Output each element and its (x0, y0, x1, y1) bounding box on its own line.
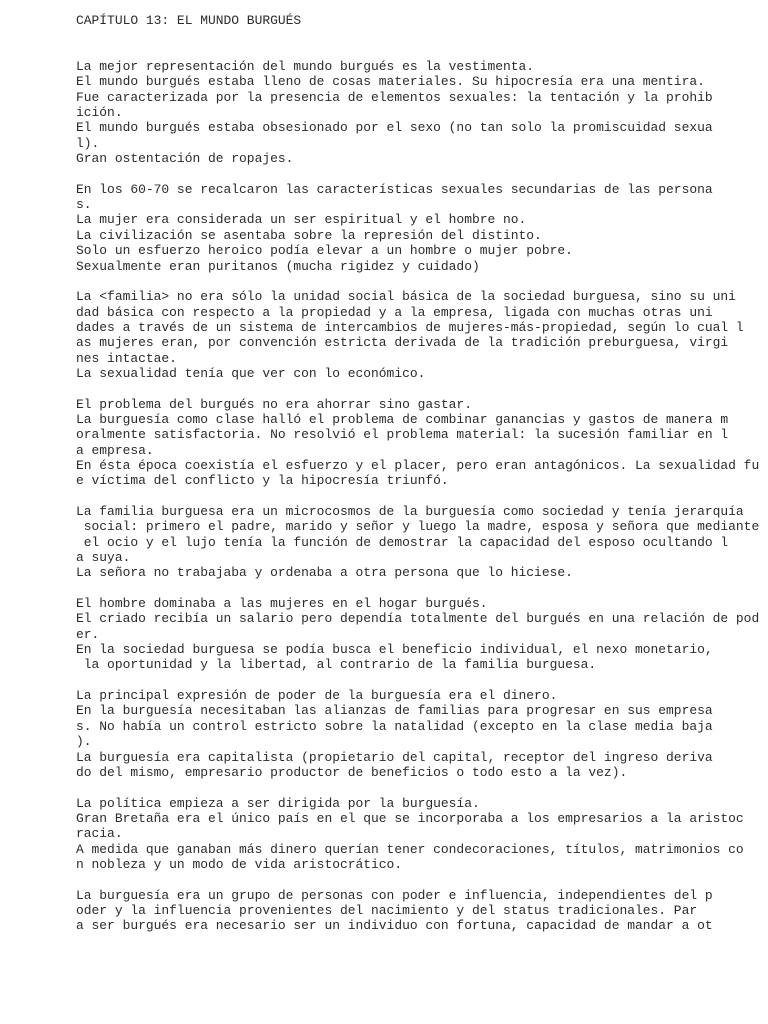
text-line: nes intactae. (76, 350, 177, 366)
text-line: el ocio y el lujo tenía la función de demostrar la capacidad del esposo ocultando l (76, 534, 729, 550)
text-line (76, 274, 759, 289)
text-line: A medida que ganaban más dinero querían tener condecoraciones, títulos, matrimonios co (76, 841, 744, 857)
text-line: La política empieza a ser dirigida por la burguesía. (76, 795, 480, 811)
text-line (76, 489, 759, 504)
text-line: La señora no trabajaba y ordenaba a otra persona que lo hiciese. (76, 565, 573, 581)
text-line: a empresa. (76, 442, 154, 458)
text-line: En la sociedad burguesa se podía busca el beneficio individual, el nexo monetario, (76, 642, 713, 658)
text-line: n nobleza y un modo de vida aristocrático. (76, 856, 403, 872)
text-line: La burguesía era un grupo de personas con poder e influencia, independientes del p (76, 887, 713, 903)
text-line: La sexualidad tenía que ver con lo económico. (76, 365, 426, 381)
text-line: racia. (76, 826, 123, 842)
text-line: El hombre dominaba a las mujeres en el hogar burgués. (76, 596, 488, 612)
text-line: er. (76, 626, 100, 642)
text-line: dades a través de un sistema de intercambios de mujeres-más-propiedad, según lo cual l (76, 319, 744, 335)
document-text (76, 13, 759, 934)
text-line: do del mismo, empresario productor de beneficios o todo esto a la vez). (76, 764, 628, 780)
text-line (76, 673, 759, 688)
text-line: Gran ostentación de ropajes. (76, 151, 294, 167)
text-line: social: primero el padre, marido y señor y luego la madre, esposa y señora que mediante (76, 519, 760, 535)
text-line: ). (76, 734, 92, 750)
chapter-title: CAPÍTULO 13: EL MUNDO BURGUÉS (76, 13, 302, 28)
text-line: Solo un esfuerzo heroico podía elevar a un hombre o mujer pobre. (76, 243, 573, 259)
text-line (76, 780, 759, 795)
text-line: La <familia> no era sólo la unidad social básica de la sociedad burguesa, sino su uni (76, 289, 736, 305)
text-line: dad básica con respecto a la propiedad y a la empresa, ligada con muchas otras uni (76, 304, 713, 320)
text-line: El problema del burgués no era ahorrar sino gastar. (76, 396, 472, 412)
text-line (76, 872, 759, 887)
text-line: La burguesía era capitalista (propietario del capital, receptor del ingreso deriva (76, 749, 713, 765)
text-line: Fue caracterizada por la presencia de elementos sexuales: la tentación y la prohib (76, 89, 713, 105)
text-line: l). (76, 135, 100, 151)
text-line: Sexualmente eran puritanos (mucha rigidez y cuidado) (76, 258, 480, 274)
text-line: En los 60-70 se recalcaron las características sexuales secundarias de las persona (76, 181, 713, 197)
text-line: ición. (76, 105, 123, 121)
text-line (76, 381, 759, 396)
text-line: La burguesía como clase halló el problema de combinar ganancias y gastos de manera m (76, 411, 729, 427)
text-line: oralmente satisfactoria. No resolvió el problema material: la sucesión familiar en l (76, 427, 729, 443)
text-line: La civilización se asentaba sobre la represión del distinto. (76, 227, 542, 243)
text-line: La principal expresión de poder de la burguesía era el dinero. (76, 688, 558, 704)
text-line: La mejor representación del mundo burgués es la vestimenta. (76, 59, 535, 75)
text-line: as mujeres eran, por convención estricta derivada de la tradición preburguesa, virgi (76, 335, 729, 351)
text-line (76, 581, 759, 596)
text-line: En la burguesía necesitaban las alianzas de familias para progresar en sus empresa (76, 703, 713, 719)
text-line: e víctima del conflicto y la hipocresía triunfó. (76, 473, 449, 489)
text-line: oder y la influencia provenientes del nacimiento y del status tradicionales. Par (76, 902, 698, 918)
text-line: La mujer era considerada un ser espiritual y el hombre no. (76, 212, 527, 228)
text-line: s. (76, 197, 92, 213)
text-line (76, 44, 759, 59)
text-line: a suya. (76, 550, 131, 566)
text-line (76, 28, 759, 43)
text-line: a ser burgués era necesario ser un individuo con fortuna, capacidad de mandar a ot (76, 918, 713, 934)
text-line: El mundo burgués estaba lleno de cosas materiales. Su hipocresía era una mentira. (76, 74, 705, 90)
text-line: El criado recibía un salario pero dependía totalmente del burgués en una relación de pod (76, 611, 760, 627)
text-line: La familia burguesa era un microcosmos de la burguesía como sociedad y tenía jerarquía (76, 504, 744, 519)
text-line: Gran Bretaña era el único país en el que se incorporaba a los empresarios a la aristoc (76, 810, 744, 826)
text-line: En ésta época coexistía el esfuerzo y el placer, pero eran antagónicos. La sexualidad fu (76, 457, 760, 473)
text-line: s. No había un control estricto sobre la natalidad (excepto en la clase media baja (76, 718, 713, 734)
text-line: El mundo burgués estaba obsesionado por el sexo (no tan solo la promiscuidad sexua (76, 120, 713, 136)
text-line: la oportunidad y la libertad, al contrario de la familia burguesa. (76, 657, 597, 673)
text-line (76, 166, 759, 181)
